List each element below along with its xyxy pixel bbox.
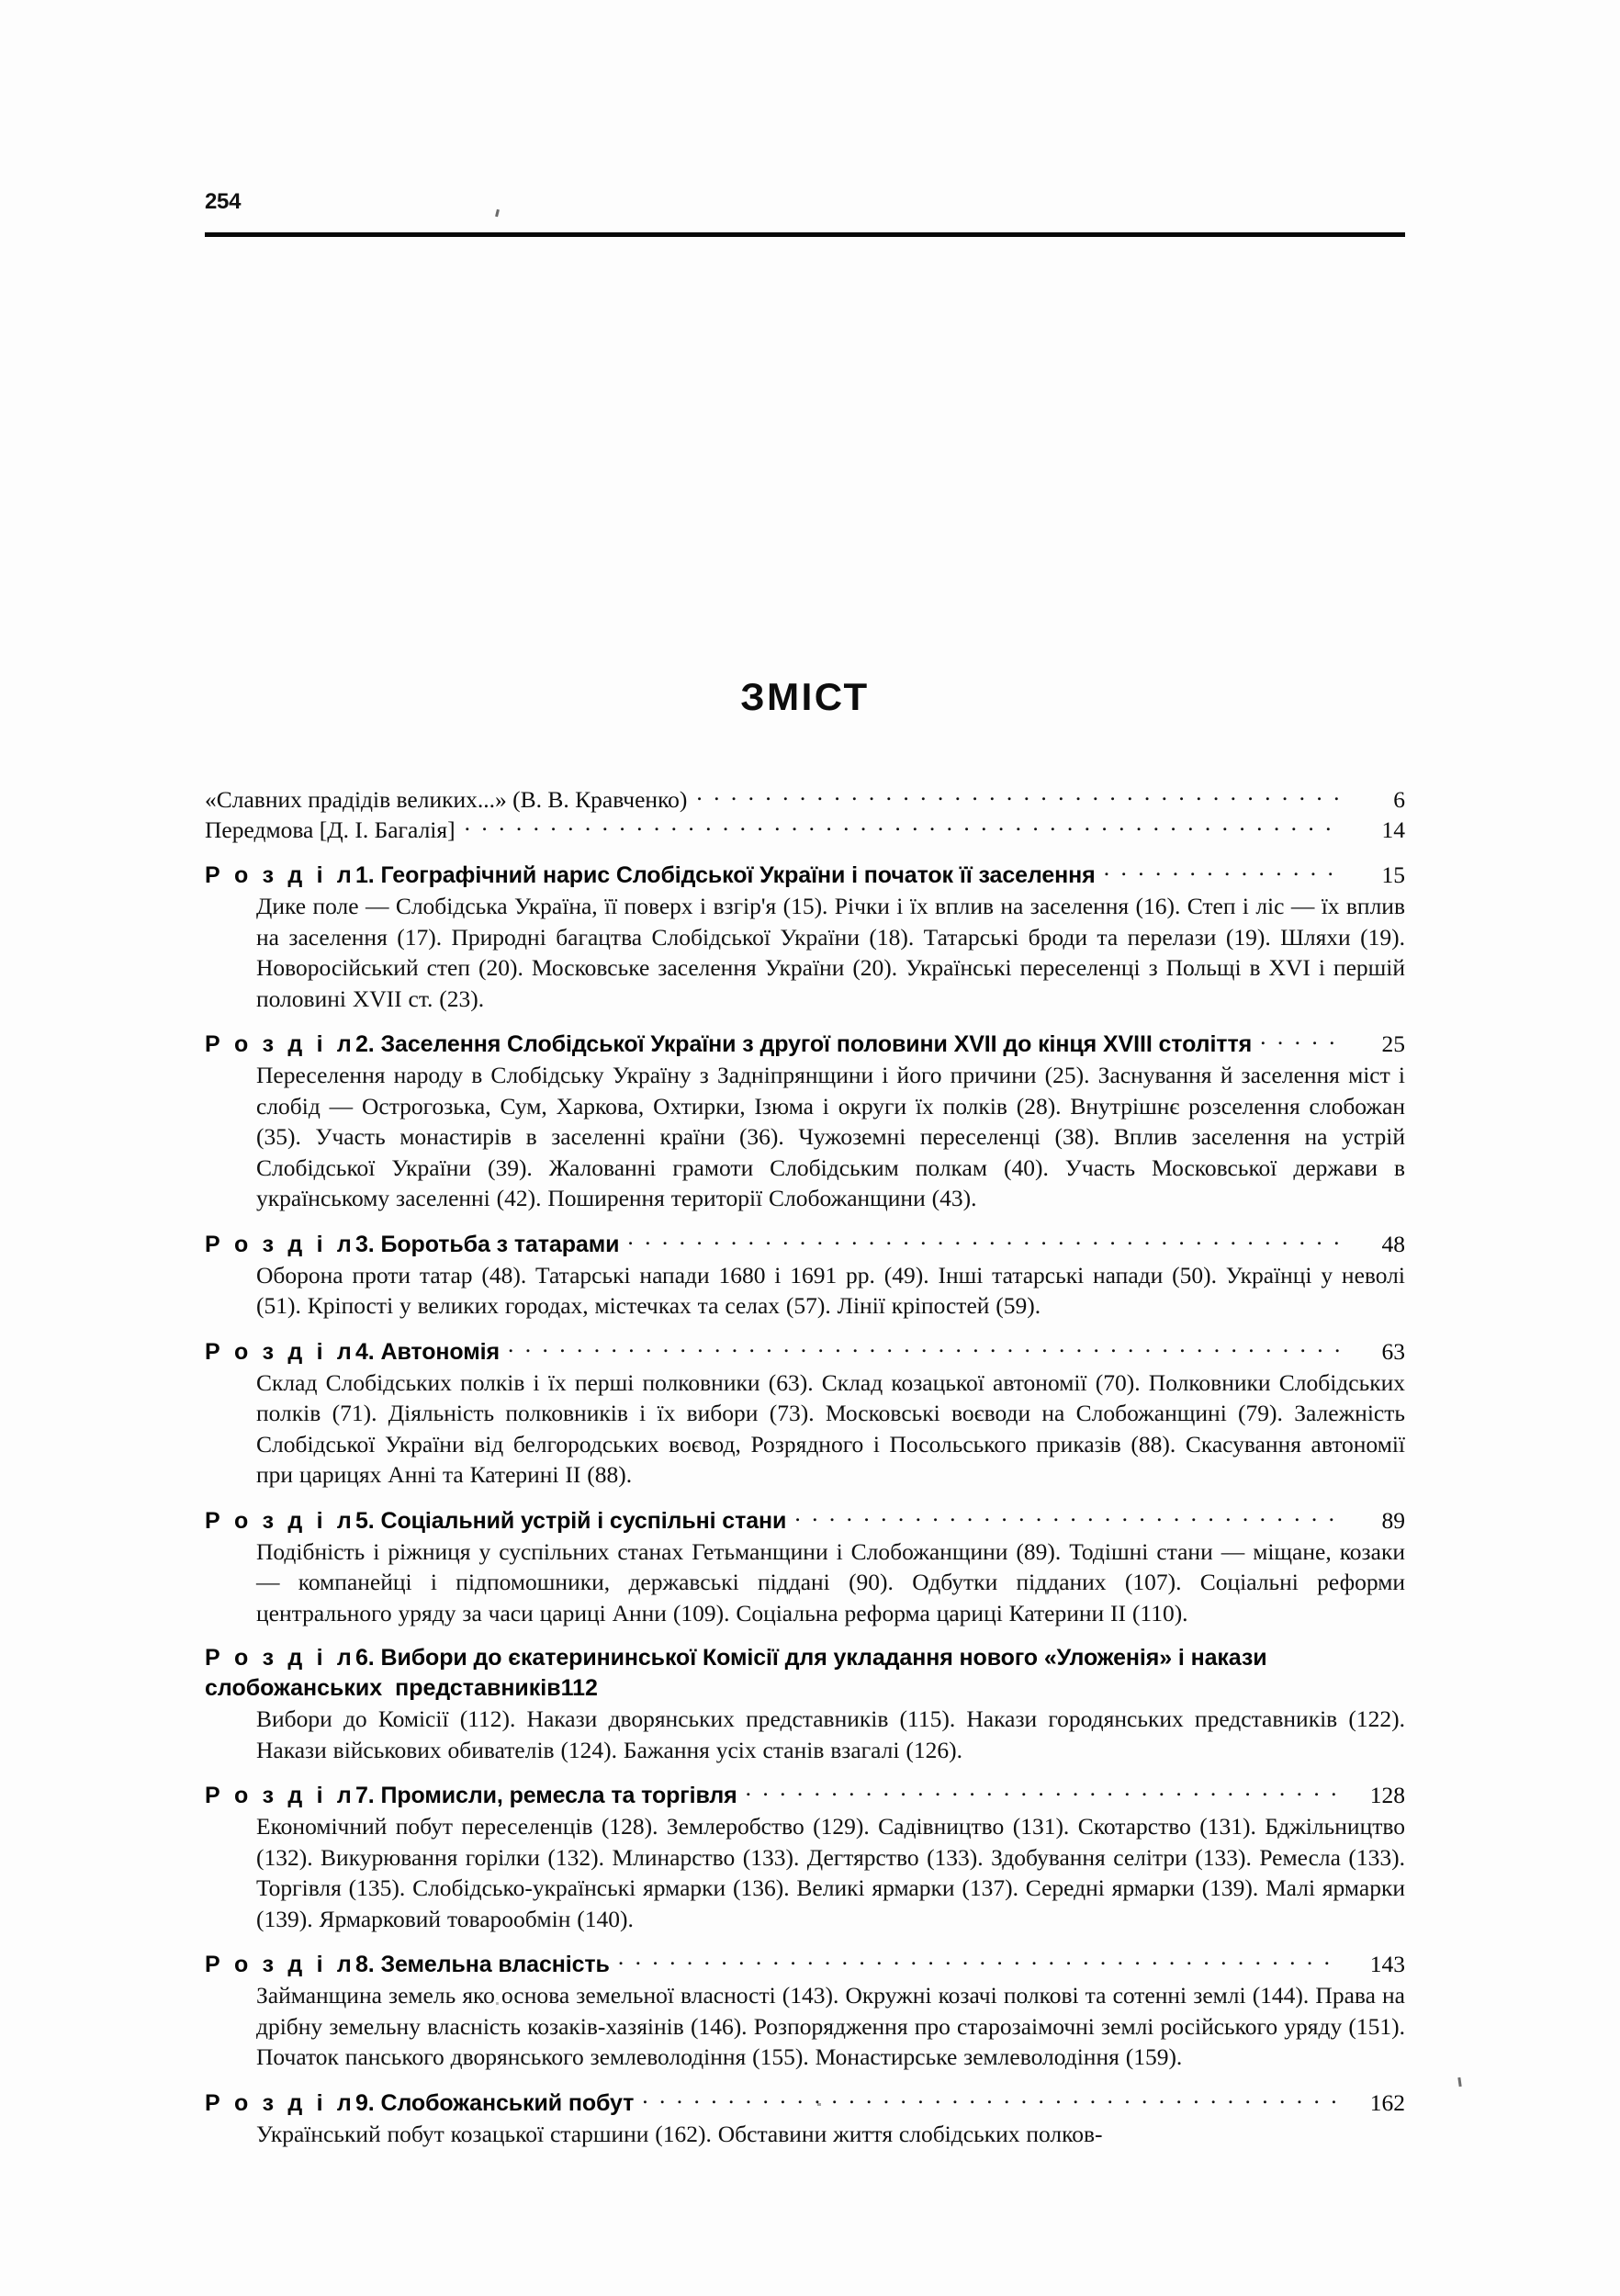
chapter-title: 5. Соціальний устрій і суспільні стани <box>355 1507 787 1534</box>
dot-leader <box>642 2088 1343 2110</box>
chapter-heading[interactable] <box>205 1505 1405 1536</box>
chapter-title: 1. Географічний нарис Слобідської України і початок її заселення <box>355 862 1096 888</box>
chapter-page: 162 <box>1369 2088 1405 2116</box>
table-of-contents <box>205 783 1405 2149</box>
chapter-kicker: Р о з д і л <box>205 1231 355 1257</box>
chapter-heading[interactable] <box>205 1780 1405 1811</box>
chapter-contents-summary: Вибори до Комісії (112). Накази дворянських представників (115). Накази городянських представників (122). Накази військових обивателів (124). Бажання усіх станів взагалі (126). <box>256 1705 1405 1763</box>
dot-leader <box>1104 860 1343 883</box>
chapter-kicker: Р о з д і л <box>205 1645 355 1671</box>
chapter-kicker: Р о з д і л <box>205 1952 355 1977</box>
chapter-page: 128 <box>1369 1782 1405 1808</box>
scan-speck <box>495 209 500 217</box>
chapter-kicker: Р о з д і л <box>205 862 355 888</box>
chapter-contents-summary: Подібність і ріжниця у суспільних станах Гетьманщини і Слобожанщини (89). Тодішні стани — міщане, козаки — компанейці і підпомошники, державські піддані (90). Одбутки підданих (107). Соціальні реформи центрального уряду за часи цариці Анни (109). Соціальна реформа цариці Катерини II (110). <box>256 1537 1405 1626</box>
chapter-page: 15 <box>1381 861 1405 888</box>
scan-speck <box>496 2002 499 2005</box>
header-rule <box>205 232 1405 237</box>
chapter-kicker: Р о з д і л <box>205 1031 355 1057</box>
chapter-contents-summary: Український побут козацької старшини (162). Обставини життя слобідських полков- <box>256 2120 1103 2147</box>
chapter-title: 4. Автономія <box>355 1338 500 1365</box>
chapter-heading[interactable] <box>205 1229 1405 1260</box>
toc-chapter-8 <box>205 1949 1405 2073</box>
toc-chapter-9 <box>205 2088 1405 2150</box>
dot-leader <box>627 1229 1343 1252</box>
chapter-page: 48 <box>1381 1230 1405 1257</box>
dot-leader <box>1260 1029 1343 1052</box>
toc-chapter-4 <box>205 1336 1405 1491</box>
chapter-kicker: Р о з д і л <box>205 1507 355 1534</box>
toc-entry-peredmova[interactable] <box>205 815 1405 846</box>
chapter-heading[interactable] <box>205 1949 1405 1980</box>
chapter-kicker: Р о з д і л <box>205 1783 355 1808</box>
dot-leader <box>618 1949 1343 1972</box>
chapter-heading-continuation[interactable] <box>205 1673 1405 1704</box>
dot-leader <box>746 1780 1343 1803</box>
scan-speck <box>817 2103 821 2106</box>
toc-chapter-3 <box>205 1229 1405 1322</box>
chapter-contents-summary: Займанщина земель яко основа земельної власності (143). Окружні козачі полкові та сотенні землі (144). Права на дрібну земельну власність козаків-хазяінів (146). Розпорядження про старозаімочні землі російського уряду (151). Початок панського дворянського землеволодіння (155). Монастирське землеволодіння (159). <box>256 1982 1405 2070</box>
running-head <box>205 191 1405 213</box>
chapter-heading[interactable] <box>205 1029 1405 1060</box>
chapter-page: 112 <box>560 1675 598 1701</box>
toc-entry-foreword-kravchenko[interactable] <box>205 783 1405 815</box>
chapter-title: 9. Слобожанський побут <box>355 2089 635 2116</box>
folio-number: 254 <box>205 189 242 214</box>
page-title: ЗМІСТ <box>740 675 870 718</box>
chapter-page: 25 <box>1381 1030 1405 1057</box>
toc-chapter-7 <box>205 1780 1405 1934</box>
chapter-title-line2: слобожанських представників <box>205 1675 561 1701</box>
chapter-contents-summary: Оборона проти татар (48). Татарські напади 1680 і 1691 рр. (49). Інші татарські напади (50). Українці у неволі (51). Кріпості у великих городах, містечках та селах (57). Лінії кріпостей (59). <box>256 1261 1405 1319</box>
chapter-kicker: Р о з д і л <box>205 1338 355 1365</box>
chapter-title: 8. Земельна власність <box>355 1952 610 1977</box>
toc-entry-label: Передмова [Д. І. Багалія] <box>205 816 456 843</box>
chapter-page: 89 <box>1381 1506 1405 1534</box>
chapter-heading[interactable] <box>205 1336 1405 1367</box>
toc-entry-label: «Славних прадідів великих...» (В. В. Кравченко) <box>205 785 688 813</box>
toc-chapter-1 <box>205 860 1405 1014</box>
dot-leader <box>696 783 1341 807</box>
toc-chapter-5 <box>205 1505 1405 1629</box>
chapter-title: 3. Боротьба з татарами <box>355 1231 620 1257</box>
chapter-contents-summary: Економічний побут переселенців (128). Землеробство (129). Садівництво (131). Скотарство (131). Бджільництво (132). Викурювання горілки (132). Млинарство (133). Дегтярство (133). Здобування селітри (133). Ремесла (133). Торгівля (135). Слобідсько-українські ярмарки (136). Великі ярмарки (137). Середні ярмарки (139). Малі ярмарки (139). Ярмарковий товарообмін (140). <box>256 1813 1405 1932</box>
chapter-title: 7. Промисли, ремесла та торгівля <box>355 1783 737 1808</box>
chapter-page: 143 <box>1369 1951 1405 1977</box>
chapter-contents-summary: Переселення народу в Слобідську Україну з Задніпрянщини і його причини (25). Заснування й заселення міст і слобід — Острогозька, Сум, Харкова, Охтирки, Ізюма і округи їх полків (28). Внутрішнє розселення слобожан (35). Участь монастирів в заселенні країни (36). Чужоземні переселенці (38). Вплив заселення на устрій Слобідської України (39). Жалованні грамоти Слобідським полкам (40). Участь Московської держави в українському заселенні (42). Поширення території Слобожанщини (43). <box>256 1062 1405 1211</box>
chapter-heading[interactable] <box>205 1643 1405 1673</box>
toc-entry-page: 6 <box>1393 785 1405 813</box>
dot-leader <box>794 1505 1343 1528</box>
chapter-contents-summary: Дике поле — Слобідська Україна, її поверх і взгір'я (15). Річки і їх вплив на заселення (16). Степ і ліс — їх вплив на заселення (17). Природні багацтва Слобідської України (18). Татарські броди та перелази (19). Шляхи (19). Новоросійський степ (20). Московське заселення України (20). Українські переселенці з Польщі в XVI і першій половині XVII ст. (23). <box>256 893 1405 1012</box>
dot-leader <box>465 815 1341 838</box>
toc-chapter-2 <box>205 1029 1405 1214</box>
chapter-page: 63 <box>1381 1337 1405 1365</box>
toc-entry-page: 14 <box>1381 816 1405 843</box>
chapter-heading[interactable] <box>205 860 1405 891</box>
chapter-title: 6. Вибори до єкатерининської Комісії для укладання нового «Уложенія» і накази <box>355 1645 1267 1671</box>
toc-chapter-6 <box>205 1643 1405 1765</box>
chapter-kicker: Р о з д і л <box>205 2089 355 2116</box>
chapter-title: 2. Заселення Слобідської України з другої половини XVII до кінця XVIII століття <box>355 1031 1253 1057</box>
dot-leader <box>508 1336 1343 1359</box>
chapter-contents-summary: Склад Слобідських полків і їх перші полковники (63). Склад козацької автономії (70). Полковники Слобідських полків (71). Діяльність полковників і їх вибори (73). Московські воєводи на Слобожанщині (79). Залежність Слобідської України від белгородських воєвод, Розрядного і Посольського приказів (88). Скасування автономії при царицях Анні та Катерині II (88). <box>256 1368 1405 1488</box>
scan-speck <box>1457 2077 1461 2087</box>
chapter-heading[interactable] <box>205 2088 1405 2119</box>
